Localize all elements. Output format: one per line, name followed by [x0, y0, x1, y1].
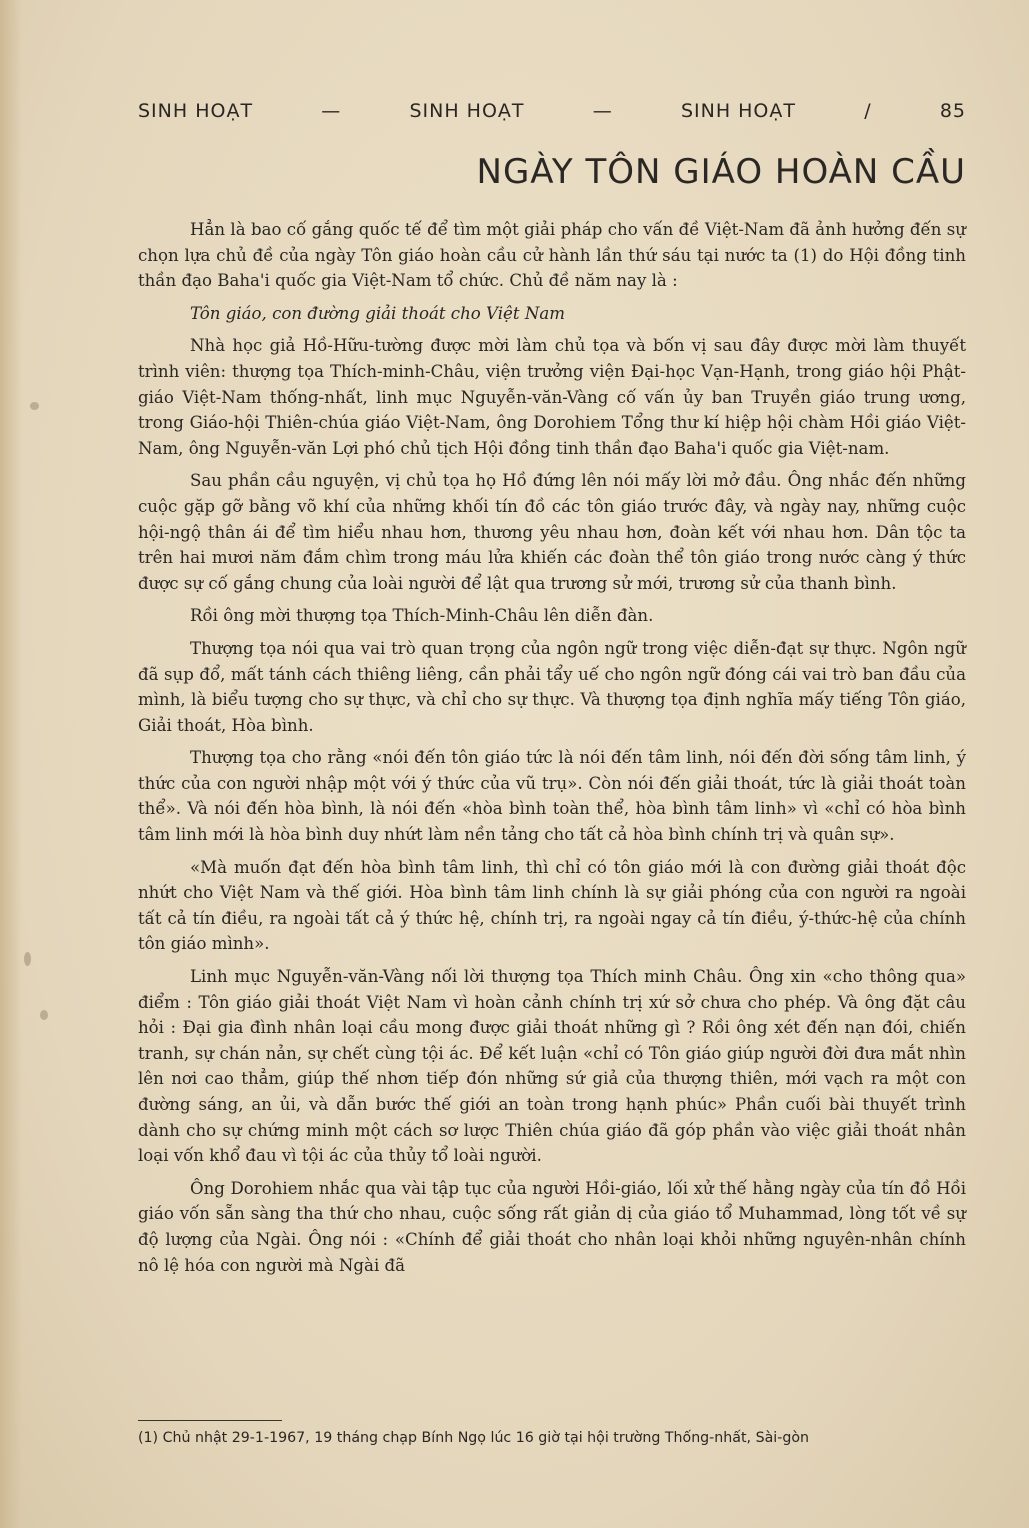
- running-head-separator: —: [321, 100, 342, 122]
- page-number: 85: [939, 100, 966, 122]
- paragraph: Sau phần cầu nguyện, vị chủ tọa họ Hồ đứng lên nói mấy lời mở đầu. Ông nhắc đến những cuộc gặp gỡ bằng võ khí của những khối tín đồ các tôn giáo trước đây, và ngày nay, những cuộc hội-ngộ thân ái để tìm hiểu nhau hơn, thương yêu nhau hơn, đoàn kết với nhau hơn. Dân tộc ta trên hai mươi năm đắm chìm trong máu lửa khiến các đoàn thể tôn giáo trong nước càng ý thức được sự cố gắng chung của loài người để lật qua trương sử mới, trương sử của thanh bình.: [138, 471, 966, 593]
- paragraph: Ông Dorohiem nhắc qua vài tập tục của người Hồi-giáo, lối xử thế hằng ngày của tín đồ Hồi giáo vốn sẵn sàng tha thứ cho nhau, cuộc sống rất giản dị của giáo tổ Muhammad, lòng tốt về sự độ lượng của Ngài. Ông nói : «Chính để giải thoát cho nhân loại khỏi những nguyên-nhân chính nô lệ hóa con người mà Ngài đã: [138, 1178, 966, 1275]
- running-head-left: SINH HOẠT: [138, 100, 254, 122]
- running-head-slash: /: [864, 100, 872, 122]
- running-head-right: SINH HOẠT: [680, 100, 796, 122]
- paper-blemish: [40, 1010, 48, 1020]
- paragraph: Rồi ông mời thượng tọa Thích-Minh-Châu lên diễn đàn.: [190, 606, 654, 626]
- paragraph: Linh mục Nguyễn-văn-Vàng nối lời thượng tọa Thích minh Châu. Ông xin «cho thông qua» điểm : Tôn giáo giải thoát Việt Nam vì hoàn cảnh chính trị xứ sở chưa cho phép. Và ông đặt câu hỏi : Đại gia đình nhân loại cầu mong được giải thoát những gì ? Rồi ông xét đến nạn đói, chiến tranh, sự chán nản, sự chết cùng tội ác. Để kết luận «chỉ có Tôn giáo giúp người đời đưa mắt nhìn lên nơi cao thẳm, giúp thế nhơn tiếp đón những sứ giả của thượng thiên, mới vạch ra một con đường sáng, an ủi, và dẫn bước thế giới an toàn trong hạnh phúc» Phần cuối bài thuyết trình dành cho sự chứng minh một cách sơ lược Thiên chúa giáo đã góp phần vào việc giải thoát nhân loại vốn khổ đau vì tội ác của thủy tổ loài người.: [138, 967, 966, 1166]
- theme-line: Tôn giáo, con đường giải thoát cho Việt Nam: [190, 303, 565, 323]
- article-title: NGÀY TÔN GIÁO HOÀN CẦU: [476, 152, 966, 192]
- paragraph: Thượng tọa cho rằng «nói đến tôn giáo tức là nói đến tâm linh, nói đến đời sống tâm linh, ý thức của con người nhập một với ý thức của vũ trụ». Còn nói đến giải thoát, tức là giải thoát toàn thể». Và nói đến hòa bình, là nói đến «hòa bình toàn thể, hòa bình tâm linh» vì «chỉ có hòa bình tâm linh mới là hòa bình duy nhứt làm nền tảng cho tất cả hòa bình chính trị và quân sự».: [138, 748, 966, 845]
- paragraph: «Mà muốn đạt đến hòa bình tâm linh, thì chỉ có tôn giáo mới là con đường giải thoát độc nhứt cho Việt Nam và thế giới. Hòa bình tâm linh chính là sự giải phóng của con người ra ngoài tất cả tín điều, ra ngoài tất cả ý thức hệ, chính trị, ra ngoài ngay cả tín điều, ý-thức-hệ của chính tôn giáo mình».: [138, 857, 966, 954]
- footnote-rule: [138, 1420, 282, 1421]
- paper-blemish: [30, 402, 39, 410]
- article-body: [138, 217, 966, 1285]
- running-head-separator: —: [592, 100, 613, 122]
- paragraph: Thượng tọa nói qua vai trò quan trọng của ngôn ngữ trong việc diễn-đạt sự thực. Ngôn ngữ đã sụp đổ, mất tánh cách thiêng liêng, cần phải tẩy uế cho ngôn ngữ đóng cái vai trò ban đầu của mình, là biểu tượng cho sự thực, và chỉ cho sự thực. Và thượng tọa định nghĩa mấy tiếng Tôn giáo, Giải thoát, Hòa bình.: [138, 638, 966, 735]
- paragraph: Nhà học giả Hồ-Hữu-tường được mời làm chủ tọa và bốn vị sau đây được mời làm thuyết trình viên: thượng tọa Thích-minh-Châu, viện trưởng viện Đại-học Vạn-Hạnh, trong giáo hội Phật-giáo Việt-Nam thống-nhất, linh mục Nguyễn-văn-Vàng cố vấn ủy ban Truyền giáo trung ương, trong Giáo-hội Thiên-chúa giáo Việt-Nam, ông Dorohiem Tổng thư kí hiệp hội chàm Hồi giáo Việt-Nam, ông Nguyễn-văn Lợi phó chủ tịch Hội đồng tinh thần đạo Baha'i quốc gia Việt-nam.: [138, 336, 966, 458]
- running-head-middle: SINH HOẠT: [409, 100, 525, 122]
- paper-blemish: [24, 952, 31, 966]
- running-header: [138, 96, 966, 126]
- paragraph: Hẳn là bao cố gắng quốc tế để tìm một giải pháp cho vấn đề Việt-Nam đã ảnh hưởng đến sự chọn lựa chủ đề của ngày Tôn giáo hoàn cầu cử hành lần thứ sáu tại nước ta (1) do Hội đồng tinh thần đạo Baha'i quốc gia Việt-Nam tổ chức. Chủ đề năm nay là :: [138, 220, 966, 291]
- page-edge-shadow: [0, 0, 22, 1528]
- footnote: (1) Chủ nhật 29-1-1967, 19 tháng chạp Bính Ngọ lúc 16 giờ tại hội trường Thống-nhất, Sài-gòn: [138, 1430, 810, 1446]
